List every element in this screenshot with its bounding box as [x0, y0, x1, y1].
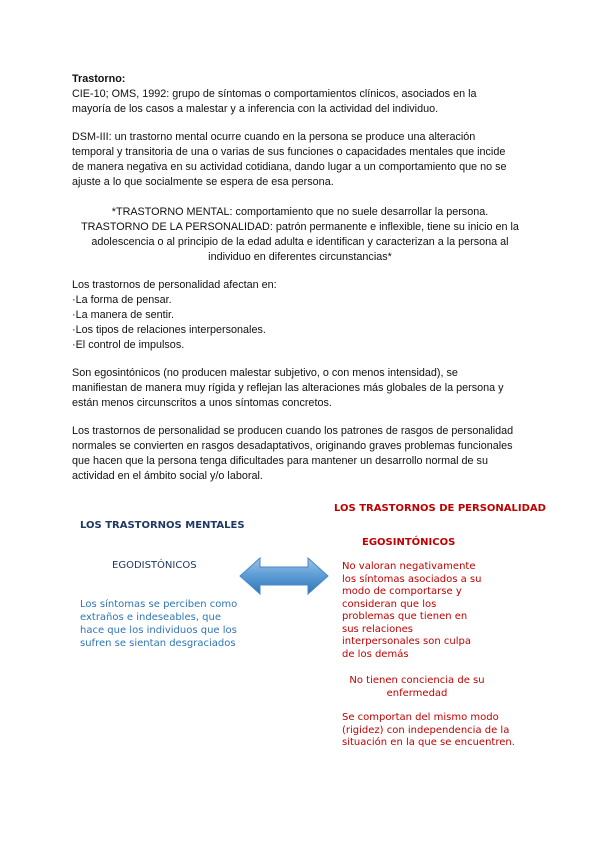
- diagram-line: interpersonales son culpa: [342, 636, 471, 647]
- paragraph-line: Los trastornos de personalidad se producen cuando los patrones de rasgos de personalidad: [72, 425, 514, 437]
- double-arrow-icon: [238, 556, 330, 596]
- list-item: ·La forma de pensar.: [72, 294, 172, 306]
- diagram-line: No tienen conciencia de su: [349, 675, 485, 686]
- paragraph-line: actividad en el ámbito social y/o laboral.: [72, 470, 263, 482]
- paragraph-patrones: [72, 424, 534, 484]
- diagram-line: enfermedad: [386, 687, 448, 699]
- diagram-right-body-2: [342, 675, 492, 700]
- diagram-line: extraños e indeseables, que: [80, 612, 222, 623]
- definition-line: *TRASTORNO MENTAL: comportamiento que no suele desarrollar la persona.: [111, 206, 489, 218]
- paragraph-line: ajuste a lo que socialmente se espera de esa persona.: [72, 176, 334, 188]
- paragraph-line: CIE-10; OMS, 1992: grupo de síntomas o comportamientos clínicos, asociados en la: [72, 88, 477, 100]
- diagram-line: No valoran negativamente: [342, 561, 476, 572]
- diagram-line: situación en la que se encuentren.: [342, 737, 515, 748]
- definition-line: TRASTORNO DE LA PERSONALIDAD: patrón permanente e inflexible, tiene su inicio en la: [81, 221, 519, 233]
- list-item: ·El control de impulsos.: [72, 339, 185, 351]
- paragraph-line: Son egosintónicos (no producen malestar subjetivo, o con menos intensidad), se: [72, 367, 458, 379]
- paragraph-line: de manera negativa en su actividad cotidiana, dando lugar a un comportamiento que no se: [72, 161, 507, 173]
- diagram-right-body-3: [342, 712, 532, 750]
- affects-list: [72, 293, 532, 353]
- diagram-left-body: [80, 598, 240, 650]
- diagram-left-subtitle: EGODISTÓNICOS: [112, 560, 197, 571]
- diagram-right-subtitle: EGOSINTÓNICOS: [362, 537, 456, 548]
- paragraph-line: DSM-III: un trastorno mental ocurre cuando en la persona se produce una alteración: [72, 131, 476, 143]
- paragraph-line: manifiestan de manera muy rígida y reflejan las alteraciones más globales de la persona y: [72, 382, 504, 394]
- paragraph-line: temporal y transitoria de una o varias de sus funciones o capacidades mentales que incide: [72, 146, 506, 158]
- list-item: ·La manera de sentir.: [72, 309, 175, 321]
- diagram-line: consideran que los: [342, 598, 437, 610]
- paragraph-line: están menos circunscritos a unos síntomas concretos.: [72, 397, 332, 409]
- paragraph-line: mayoría de los casos a malestar y a inferencia con la actividad del individuo.: [72, 103, 439, 115]
- heading-trastorno: Trastorno:: [72, 73, 126, 85]
- paragraph-line: normales se convierten en rasgos desadaptativos, originando graves problemas funcionales: [72, 440, 513, 452]
- diagram-line: sus relaciones: [342, 623, 413, 635]
- diagram-right-body: [342, 561, 482, 661]
- list-item: ·Los tipos de relaciones interpersonales.: [72, 324, 266, 336]
- list-intro: Los trastornos de personalidad afectan en:: [72, 279, 277, 291]
- paragraph-line: que hacen que la persona tenga dificultades para mantener un desarrollo normal de su: [72, 455, 488, 467]
- paragraph-dsm3: [72, 130, 532, 190]
- diagram-line: Los síntomas se perciben como: [80, 599, 238, 610]
- diagram-line: modo de comportarse y: [342, 586, 462, 597]
- diagram-line: problemas que tienen en: [342, 611, 468, 622]
- diagram-left-title: LOS TRASTORNOS MENTALES: [80, 520, 245, 531]
- diagram-line: sufren se sientan desgraciados: [80, 638, 236, 649]
- definition-line: individuo en diferentes circunstancias*: [208, 251, 392, 263]
- diagram-line: hace que los individuos que los: [80, 625, 237, 636]
- diagram-line: de los demás: [342, 648, 409, 660]
- paragraph-egosintonicos: [72, 366, 534, 411]
- diagram-line: Se comportan del mismo modo: [342, 712, 499, 723]
- paragraph-cie10: [72, 87, 532, 117]
- definition-line: adolescencia o al principio de la edad adulta e identifican y caracterizan a la persona al: [91, 236, 509, 248]
- diagram-line: (rigidez) con independencia de la: [342, 724, 510, 736]
- diagram-line: los síntomas asociados a su: [342, 573, 482, 585]
- diagram-right-title: LOS TRASTORNOS DE PERSONALIDAD: [334, 503, 546, 514]
- definition-block: [72, 205, 528, 265]
